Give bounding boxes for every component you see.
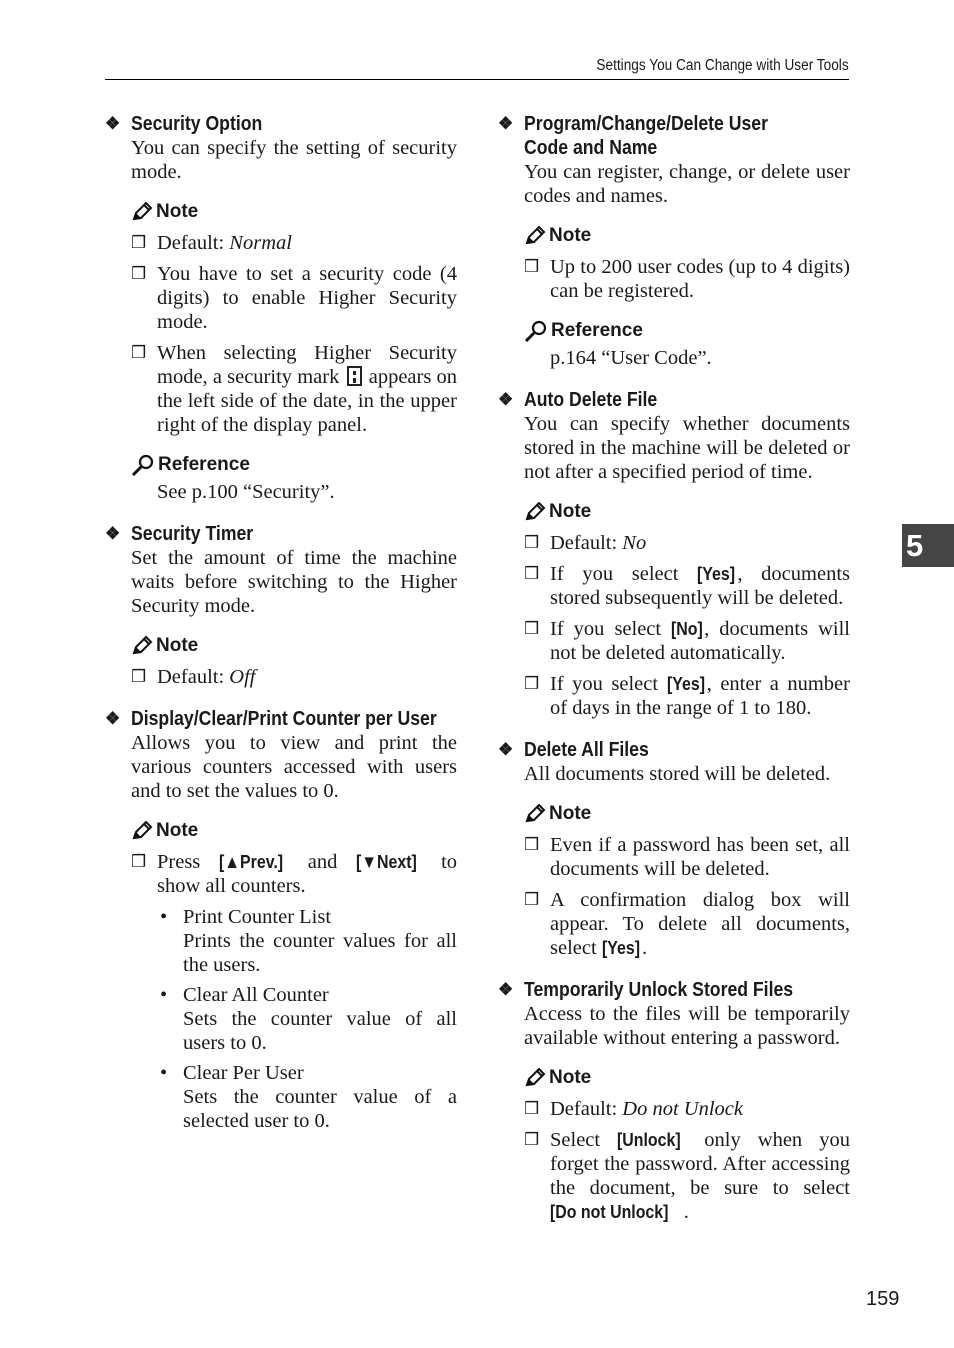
section-security-timer bbox=[105, 522, 457, 689]
section-body: Access to the files will be temporarily available without entering a password. bbox=[524, 1003, 850, 1049]
security-mark-icon bbox=[347, 366, 362, 386]
default-value: Normal bbox=[229, 232, 292, 254]
note-label: Note bbox=[549, 803, 592, 824]
note-text: Default: bbox=[550, 532, 623, 554]
note-block bbox=[524, 500, 850, 720]
note-text: You have to set a security code (4 digits) to enable Higher Security mode. bbox=[157, 263, 457, 333]
section-auto-delete bbox=[498, 388, 850, 720]
note-item bbox=[524, 562, 850, 610]
reference-label: Reference bbox=[551, 320, 643, 341]
checkbox-icon: ❒ bbox=[524, 890, 540, 910]
section-body: You can specify whether documents stored in the machine will be deleted or not after a specified period of time. bbox=[524, 413, 850, 483]
note-block bbox=[524, 224, 850, 303]
do-not-unlock-key: [Do not Unlock] bbox=[550, 1201, 669, 1222]
note-block bbox=[131, 200, 457, 437]
checkbox-icon: ❒ bbox=[524, 533, 540, 553]
note-item bbox=[131, 262, 457, 334]
page-number: 159 bbox=[866, 1288, 900, 1310]
note-item bbox=[131, 231, 457, 255]
section-user-code bbox=[498, 112, 850, 370]
left-column bbox=[105, 108, 457, 1133]
section-title: Delete All Files bbox=[524, 738, 649, 761]
checkbox-icon: ❒ bbox=[524, 1099, 540, 1119]
yes-key: [Yes] bbox=[697, 563, 736, 584]
pencil-icon bbox=[524, 804, 546, 824]
note-text: and bbox=[307, 851, 338, 873]
note-label: Note bbox=[549, 501, 592, 522]
note-block bbox=[524, 802, 850, 960]
note-block bbox=[131, 634, 457, 689]
section-body: Set the amount of time the machine waits before switching to the Higher Security mode. bbox=[131, 547, 457, 617]
pencil-icon bbox=[131, 821, 153, 841]
magnifier-icon bbox=[524, 320, 548, 342]
counter-bullets bbox=[157, 905, 457, 1133]
diamond-icon: ❖ bbox=[105, 114, 121, 133]
note-text: Default: bbox=[157, 232, 230, 254]
note-text: , documents stored subsequently will be deleted. bbox=[550, 563, 850, 609]
checkbox-icon: ❒ bbox=[131, 264, 147, 284]
chapter-tab: 5 bbox=[902, 524, 954, 567]
note-text: only when you forget the password. After accessing the document, be sure to select bbox=[550, 1129, 850, 1199]
magnifier-icon bbox=[131, 454, 155, 476]
diamond-icon: ❖ bbox=[498, 980, 514, 999]
note-item bbox=[524, 617, 850, 665]
pencil-icon bbox=[131, 202, 153, 222]
note-text: Press bbox=[157, 851, 201, 873]
note-text: . bbox=[642, 937, 648, 959]
note-text: If you select bbox=[550, 673, 659, 695]
note-text: appears on the left side of the date, in the upper right of the display panel. bbox=[157, 366, 458, 436]
note-item bbox=[131, 665, 457, 689]
diamond-icon: ❖ bbox=[498, 740, 514, 759]
note-item bbox=[524, 1128, 850, 1224]
section-body: All documents stored will be deleted. bbox=[524, 763, 831, 785]
section-title: Temporarily Unlock Stored Files bbox=[524, 978, 794, 1001]
note-text: Default: bbox=[157, 666, 230, 688]
diamond-icon: ❖ bbox=[105, 524, 121, 543]
reference-block bbox=[131, 453, 457, 504]
yes-key: [Yes] bbox=[666, 673, 705, 694]
default-value: No bbox=[622, 532, 647, 554]
unlock-key: [Unlock] bbox=[617, 1129, 681, 1150]
default-value: Off bbox=[229, 666, 256, 688]
note-text: If you select bbox=[550, 563, 679, 585]
header-rule bbox=[105, 79, 849, 80]
checkbox-icon: ❒ bbox=[524, 1130, 540, 1150]
list-item: • Clear Per User Sets the counter value of a selected user to 0. bbox=[160, 1062, 457, 1132]
section-body: You can register, change, or delete user codes and names. bbox=[524, 161, 850, 207]
yes-key: [Yes] bbox=[601, 937, 640, 958]
section-security-option bbox=[105, 112, 457, 504]
checkbox-icon: ❒ bbox=[131, 343, 147, 363]
note-item bbox=[524, 255, 850, 303]
checkbox-icon: ❒ bbox=[131, 667, 147, 687]
bullet-title: Print Counter List bbox=[183, 906, 332, 928]
section-title: Security Timer bbox=[131, 522, 254, 545]
note-item bbox=[524, 833, 850, 881]
note-item bbox=[524, 531, 850, 555]
section-delete-all bbox=[498, 738, 850, 960]
reference-text: See p.100 “Security”. bbox=[157, 481, 335, 503]
bullet-desc: Sets the counter value of a selected user to 0. bbox=[183, 1086, 457, 1132]
note-text: A confirmation dialog box will appear. To delete all documents, select bbox=[550, 889, 850, 959]
pencil-icon bbox=[524, 226, 546, 246]
reference-block bbox=[524, 319, 850, 370]
note-block bbox=[131, 819, 457, 1133]
note-text: Even if a password has been set, all documents will be deleted. bbox=[550, 834, 850, 880]
note-item bbox=[131, 341, 457, 437]
checkbox-icon: ❒ bbox=[131, 852, 147, 872]
note-text: Default: bbox=[550, 1098, 623, 1120]
note-item bbox=[524, 888, 850, 960]
pencil-icon bbox=[131, 636, 153, 656]
note-label: Note bbox=[549, 225, 592, 246]
note-text: . bbox=[683, 1201, 689, 1223]
diamond-icon: ❖ bbox=[498, 114, 514, 133]
section-counter bbox=[105, 707, 457, 1133]
note-item bbox=[131, 850, 457, 898]
right-column bbox=[498, 108, 850, 1224]
note-label: Note bbox=[156, 201, 199, 222]
note-text: , enter a number of days in the range of 1 to 180. bbox=[550, 673, 850, 719]
no-key: [No] bbox=[671, 618, 703, 639]
bullet-title: Clear All Counter bbox=[183, 984, 329, 1006]
note-text: When selecting Higher Security mode, a security mark bbox=[157, 342, 457, 388]
pencil-icon bbox=[524, 1068, 546, 1088]
next-key: [▼Next] bbox=[355, 851, 417, 872]
reference-text: p.164 “User Code”. bbox=[550, 347, 712, 369]
diamond-icon: ❖ bbox=[498, 390, 514, 409]
note-text: Select bbox=[550, 1129, 601, 1151]
section-body: Allows you to view and print the various counters accessed with users and to set the values to 0. bbox=[131, 732, 457, 802]
list-item: • Clear All Counter Sets the counter value of all users to 0. bbox=[160, 984, 457, 1054]
checkbox-icon: ❒ bbox=[524, 257, 540, 277]
pencil-icon bbox=[524, 502, 546, 522]
checkbox-icon: ❒ bbox=[131, 233, 147, 253]
bullet-title: Clear Per User bbox=[183, 1062, 304, 1084]
section-unlock bbox=[498, 978, 850, 1224]
note-text: , documents will not be deleted automatically. bbox=[550, 618, 850, 664]
section-body: You can specify the setting of security mode. bbox=[131, 137, 457, 183]
bullet-desc: Sets the counter value of all users to 0. bbox=[183, 1008, 457, 1054]
section-title: Security Option bbox=[131, 112, 263, 135]
section-title: Auto Delete File bbox=[524, 388, 658, 411]
checkbox-icon: ❒ bbox=[524, 674, 540, 694]
note-item bbox=[524, 672, 850, 720]
diamond-icon: ❖ bbox=[105, 709, 121, 728]
note-item bbox=[524, 1097, 850, 1121]
note-label: Note bbox=[549, 1067, 592, 1088]
running-header: Settings You Can Change with User Tools bbox=[596, 57, 849, 74]
section-title: Display/Clear/Print Counter per User bbox=[131, 707, 437, 730]
note-text: Up to 200 user codes (up to 4 digits) can be registered. bbox=[550, 256, 850, 302]
note-text: to show all counters. bbox=[157, 851, 458, 897]
section-title: Program/Change/Delete User Code and Name bbox=[524, 112, 768, 159]
list-item: • Print Counter List Prints the counter values for all the users. bbox=[160, 906, 457, 976]
reference-label: Reference bbox=[158, 454, 250, 475]
default-value: Do not Unlock bbox=[622, 1098, 743, 1120]
checkbox-icon: ❒ bbox=[524, 564, 540, 584]
checkbox-icon: ❒ bbox=[524, 835, 540, 855]
note-label: Note bbox=[156, 635, 199, 656]
bullet-desc: Prints the counter values for all the users. bbox=[183, 930, 457, 976]
note-block bbox=[524, 1066, 850, 1224]
note-label: Note bbox=[156, 820, 199, 841]
prev-key: [▲Prev.] bbox=[218, 851, 283, 872]
note-text: If you select bbox=[550, 618, 662, 640]
checkbox-icon: ❒ bbox=[524, 619, 540, 639]
